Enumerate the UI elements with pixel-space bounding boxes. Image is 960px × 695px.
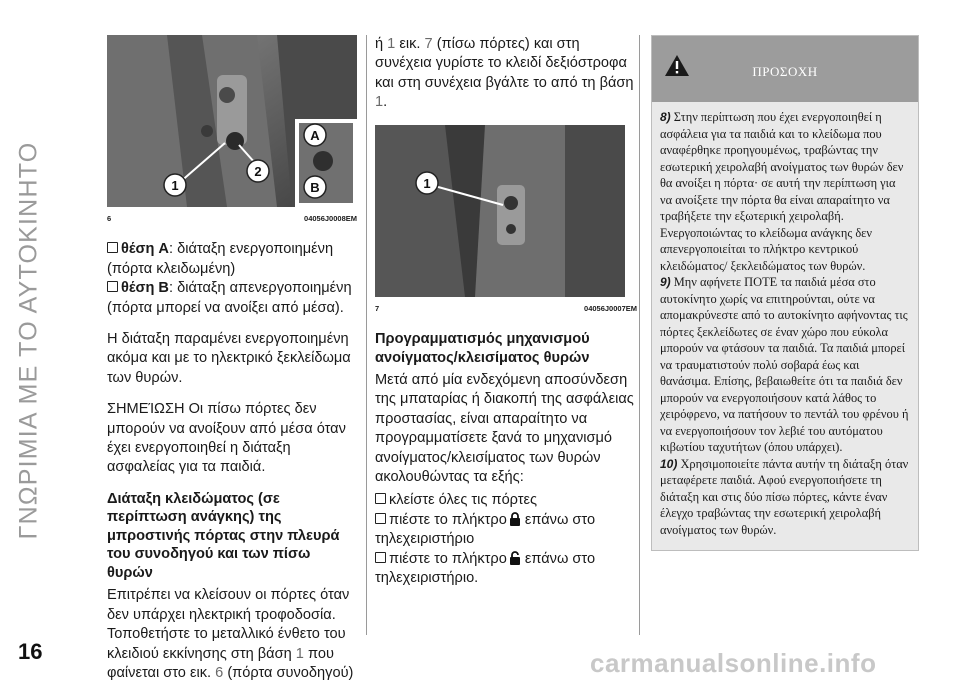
callout-a: A xyxy=(310,128,320,143)
warning-text: Χρησιμοποιείτε πάντα αυτήν τη διάταξη όταν μεταφέρετε παιδιά. Αφού ενεργοποιήσετε τη διάταξη και στις δύο πίσω πόρτες, κάντε έναν έλεγχο τραβώντας την εσωτερική χειρολαβή ανοίγματος των θυρών. xyxy=(660,456,909,537)
checkbox-icon xyxy=(375,493,386,504)
paragraph: Η διάταξη παραμένει ενεργοποιημένη ακόμα και με το ηλεκτρικό ξεκλείδωμα των θυρών. xyxy=(107,331,351,386)
warning-item-8 xyxy=(660,109,910,274)
section-heading: Προγραμματισμός μηχανισμού ανοίγματος/κλεισίματος θυρών xyxy=(375,331,590,366)
figure-7-caption xyxy=(375,299,637,318)
callout-1: 1 xyxy=(423,175,431,191)
callout-1: 1 xyxy=(171,178,179,193)
checkbox-icon xyxy=(375,513,386,524)
note-number: 10) xyxy=(660,456,678,471)
note-number: 8) xyxy=(660,110,671,124)
text-run: Επιτρέπει να κλείσουν οι πόρτες όταν δεν υπάρχει ηλεκτρική τροφοδοσία. Τοποθετήστε το μεταλλικό ένθετο του κλειδιού εκκίνησης στη βάση xyxy=(107,587,350,662)
warning-header xyxy=(652,36,918,102)
lock-icon xyxy=(509,512,521,527)
column-divider xyxy=(639,35,640,635)
step-text: πιέστε το πλήκτρο xyxy=(389,511,507,528)
figure-reference: 7 xyxy=(424,36,433,52)
warning-text: Μην αφήνετε ΠΟΤΕ τα παιδιά μέσα στο αυτοκίνητο χωρίς να επιτηρούνται, ούτε να απομακρύνεστε από το αυτοκίνητο αφήνοντας τις πόρτες ξεκλείδωτες σε έναν χώρο που εύκολα μπορούν να φτάσουν τα παιδιά. Τα παιδιά μπορεί να τραυματιστούν πολύ σοβαρά έως και θανάσιμα. Επίσης, βεβαιωθείτε ότι τα παιδιά δεν μπορούν να ενεργοποιήσουν κατά λάθος το χειρόφρενο, να πατήσουν το πεντάλ του φρένου ή να ενεργοποιήσουν τον λεβιέ του αυτόματου κιβωτίου ταχυτήτων (όπου υπάρχει). xyxy=(660,275,909,454)
unlock-icon xyxy=(509,551,521,566)
position-b-text: : διάταξη απενεργοποιημένη (πόρτα μπορεί να ανοίξει από μέσα). xyxy=(107,280,352,316)
step-item xyxy=(375,550,637,589)
warning-box xyxy=(651,35,919,551)
column-2 xyxy=(375,35,637,589)
door-latch-illustration xyxy=(107,35,357,207)
note-paragraph: ΣΗΜΕΊΩΣΗ Οι πίσω πόρτες δεν μπορούν να ανοίξουν από μέσα όταν έχει ενεργοποιηθεί η διάταξη ασφαλείας για τα παιδιά. xyxy=(107,401,346,476)
step-item xyxy=(375,511,637,550)
checkbox-icon xyxy=(107,242,118,253)
column-3 xyxy=(651,35,919,551)
warning-title: ΠΡΟΣΟΧΗ xyxy=(752,64,818,79)
text-run: ή xyxy=(375,36,388,52)
step-text: κλείστε όλες τις πόρτες xyxy=(389,492,538,509)
figure-6-caption xyxy=(107,209,357,228)
figure-code: 04056J0008EM xyxy=(304,214,357,223)
text-run: (πόρτα συνοδηγού) xyxy=(223,665,354,681)
paragraph xyxy=(375,35,637,113)
footer-watermark: carmanualsonline.info xyxy=(590,648,877,678)
text-run: εικ. xyxy=(395,36,425,52)
paragraph: Μετά από μία ενδεχόμενη αποσύνδεση της μπαταρίας ή διακοπή της ασφάλειας προστασίας, είναι απαραίτητο να προγραμματίσετε ξανά το μηχανισμό ανοίγματος/κλεισίματος των θυρών ακολουθώντας τα εξής: xyxy=(375,372,634,486)
warning-body xyxy=(652,102,918,550)
step-text: επάνω στο τηλεχειριστήριο. xyxy=(375,550,596,587)
figure-6-door-lock-photo xyxy=(107,35,357,207)
position-a-text: : διάταξη ενεργοποιημένη (πόρτα κλειδωμένη) xyxy=(107,241,334,277)
text-run: που φαίνεται στο εικ. xyxy=(107,645,334,681)
reference-number: 1 xyxy=(295,645,304,662)
warning-text: Στην περίπτωση που έχει ενεργοποιηθεί η ασφάλεια για τα παιδιά και το κλείδωμα που αναφέρθηκε προηγουμένως, τραβώντας την εσωτερική χειρολαβή ανοίγματος των θυρών δεν θα ανοίξει η πόρτα· σε αυτή την περίπτωση για να ανοίξετε την πόρτα θα είναι απαραίτητο να τραβήξετε την εξωτερική χειρολαβή. Ενεργοποιώντας το κλείδωμα ανάγκης δεν απενεργοποιείται το πλήκτρο κεντρικού κλειδώματος/ ξεκλειδώματος των θυρών. xyxy=(660,110,904,273)
page-number: 16 xyxy=(18,639,43,664)
text-run: (πίσω πόρτες) και στη συνέχεια γυρίστε το κλειδί δεξιόστροφα και στη συνέχεια βγάλτε το από τη βάση xyxy=(375,36,634,91)
checkbox-icon xyxy=(107,281,118,292)
reference-number: 1 xyxy=(375,94,384,111)
checkbox-icon xyxy=(375,552,386,563)
paragraph xyxy=(107,586,357,683)
side-section-title xyxy=(2,30,56,650)
figure-reference: 6 xyxy=(215,665,224,681)
callout-b: B xyxy=(310,180,320,195)
step-item xyxy=(375,491,637,510)
reference-number: 1 xyxy=(387,36,396,52)
column-divider xyxy=(366,35,367,635)
warning-item-9 xyxy=(660,274,910,456)
figure-number: 7 xyxy=(375,303,380,313)
note-number: 9) xyxy=(660,275,671,289)
position-a-label: θέση A xyxy=(121,241,169,258)
position-list xyxy=(107,240,357,318)
side-section-title-text: ΓΝΩΡΙΜΙΑ ΜΕ ΤΟ ΑΥΤΟΚΙΝΗΤΟ xyxy=(14,141,43,539)
step-text: επάνω στο τηλεχειριστήριο xyxy=(375,511,596,548)
text-run: . xyxy=(383,94,388,111)
column-1 xyxy=(107,35,357,695)
rear-door-latch-illustration xyxy=(375,125,625,297)
figure-code: 04056J0007EM xyxy=(584,303,637,313)
step-list xyxy=(375,491,637,588)
figure-7-rear-door-photo xyxy=(375,125,625,297)
figure-number: 6 xyxy=(107,214,112,223)
section-heading: Διάταξη κλειδώματος (σε περίπτωση ανάγκης) της μπροστινής πόρτας στην πλευρά του συνοδηγού και των πίσω θυρών xyxy=(107,490,340,581)
step-text: πιέστε το πλήκτρο xyxy=(389,550,507,567)
callout-2: 2 xyxy=(254,164,262,179)
warning-item-10 xyxy=(660,456,910,539)
position-b-label: θέση B xyxy=(121,280,169,297)
